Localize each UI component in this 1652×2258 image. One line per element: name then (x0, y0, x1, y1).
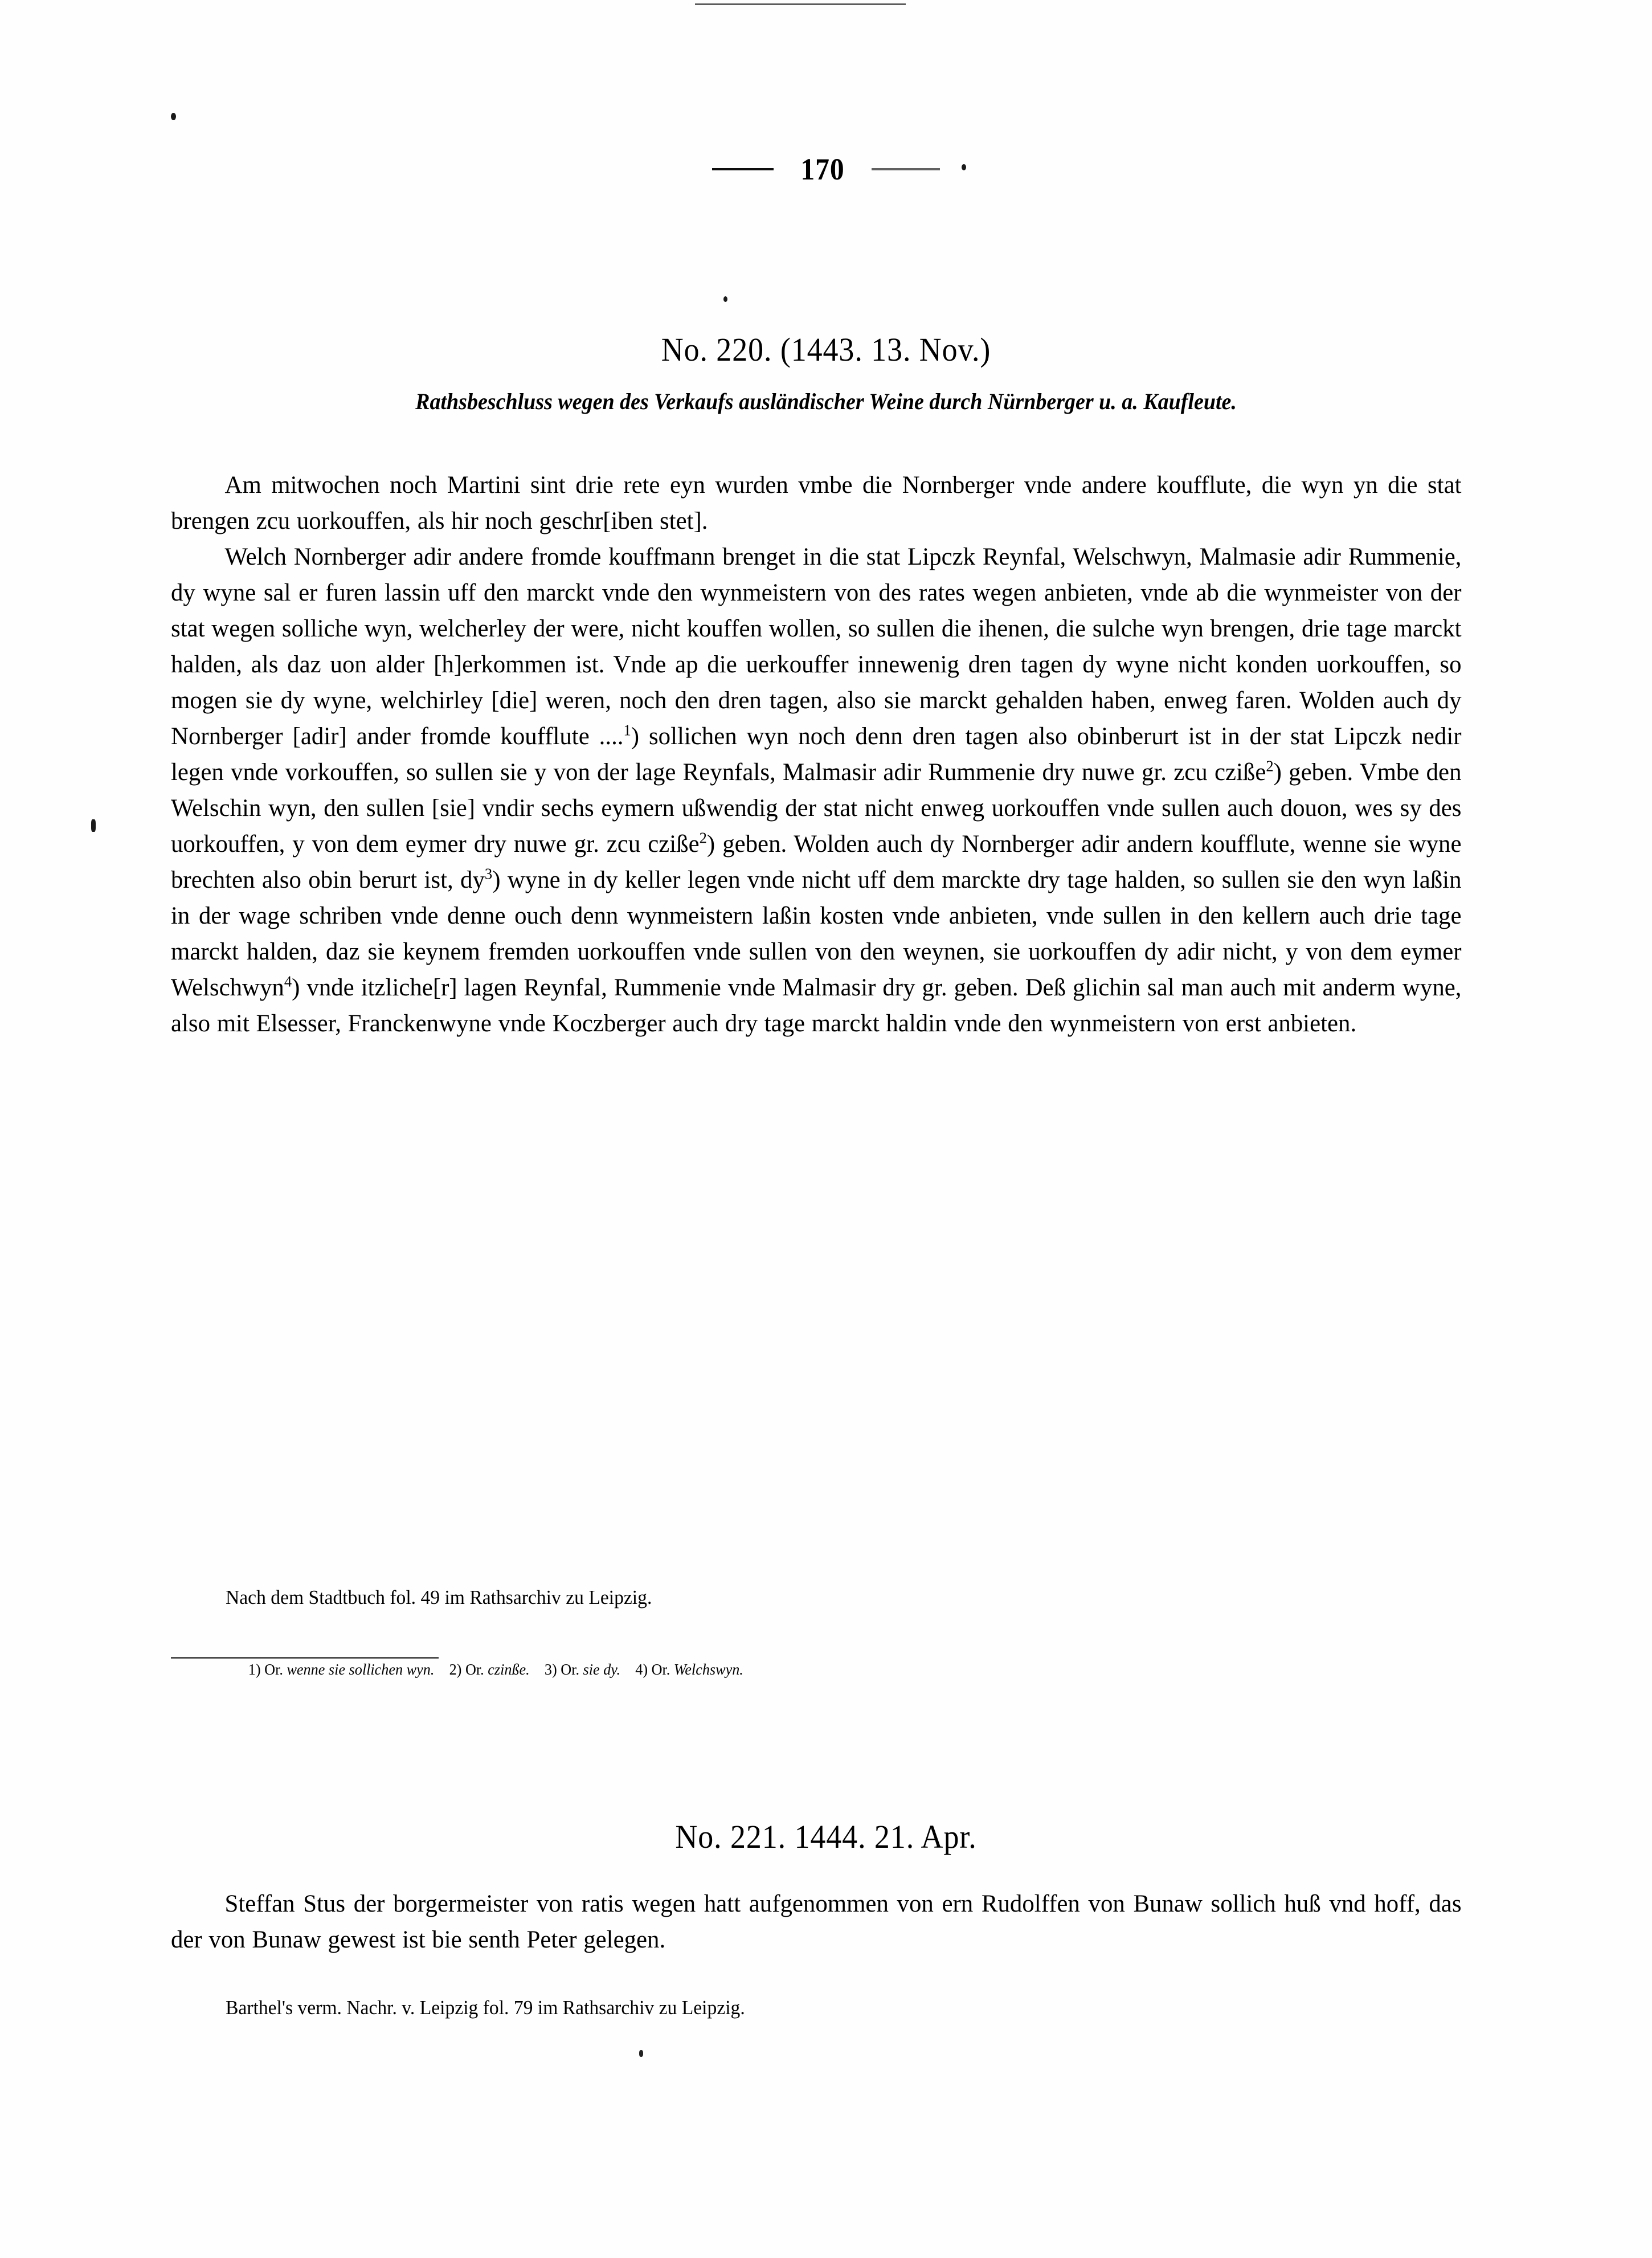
footnote-text: wenne sie sollichen wyn. (287, 1661, 435, 1678)
footnote-text: Welchswyn. (673, 1661, 743, 1678)
document-regest: Rathsbeschluss wegen des Verkaufs ausländischer Weine durch Nürnberger u. a. Kaufleute. (415, 389, 1237, 414)
footnote-marker: 2) (449, 1661, 462, 1678)
source-note: Barthel's verm. Nachr. v. Leipzig fol. 79 im Rathsarchiv zu Leipzig. (226, 1996, 745, 2019)
footnote-marker: 1) (248, 1661, 261, 1678)
scan-artifact-speck-bottom (639, 2050, 643, 2057)
scan-artifact-speck-margin (91, 819, 96, 832)
document-220-body (171, 467, 1481, 1042)
scan-artifact-top-dash (695, 3, 906, 5)
footnote-item (449, 1661, 530, 1678)
page-number: 170 (800, 152, 845, 186)
footnote-list (171, 1659, 1442, 1680)
body-paragraph: Welch Nornberger adir andere fromde kouffmann brenget in die stat Lipczk Reynfal, Welschwyn, Malmasie adir Rummenie, dy wyne sal er furen lassin uff den marckt vnde den wynmeistern von des rates wegen anbieten, vnde ab die wynmeister von der stat wegen solliche wyn, welcherley der were, nicht kouffen wollen, so sullen die ihenen, die sulche wyn brengen, drie tage marckt halden, als daz uon alder [h]erkommen ist. Vnde ap die uerkouffer innewenig dren tagen dy wyne nicht konden uorkouffen, so mogen sie dy wyne, welchirley [die] weren, noch den dren tagen, also sie marckt gehalden haben, enweg faren. Wolden auch dy Nornberger [adir] ander fromde koufflute ....$^1$) sollichen wyn noch denn dren tagen also obinberurt ist in der stat Lipczk nedir legen vnde vorkouffen, so sullen sie y von der lage Reynfals, Malmasir adir Rummenie dry nuwe gr. zcu cziße$^2$) geben. Vmbe den Welschin wyn, den sullen [sie] vndir sechs eymern ußwendig der stat nicht enweg uorkouffen vnde sullen auch douon, wes sy des uorkouffen, y von dem eymer dry nuwe gr. zcu cziße$^2$) geben. Wolden auch dy Nornberger adir andern koufflute, wenne sie wyne brechten also obin berurt ist, $dy^3$) wyne in dy keller legen vnde nicht uff dem marckte dry tage halden, so sullen sie den wyn laßin in der wage schriben vnde denne ouch denn wynmeistern laßin kosten vnde anbieten, vnde sullen in den kellern auch drie tage marckt halden, daz sie keynem fremden uorkouffen vnde sullen von den weynen, sie uorkouffen dy adir nicht, y von dem eymer Welschwyn$^4$) vnde itzliche[r] lagen Reynfal, Rummenie vnde Malmasir dry gr. geben. Deß glichin sal man auch mit anderm wyne, also mit Elsesser, Franckenwyne vnde Koczberger auch dry tage marckt haldin vnde den wynmeistern von erst anbieten. (171, 543, 1462, 1037)
document-221-source (171, 1994, 1481, 2022)
footnote-prefix: Or. (465, 1661, 484, 1678)
scan-artifact-speck-mid (723, 296, 727, 302)
scan-artifact-speck-left (171, 113, 176, 120)
document-number-heading: No. 221. 1444. 21. Apr. (675, 1818, 977, 1855)
head-rule-right (872, 168, 940, 170)
footnote-marker: 4) (635, 1661, 648, 1678)
document-220-footnotes (171, 1657, 1481, 1680)
footnote-text: sie dy. (583, 1661, 621, 1678)
footnote-item (545, 1661, 620, 1678)
document-entry-220 (171, 330, 1481, 415)
footnote-item (635, 1661, 743, 1678)
footnote-text: czinße. (488, 1661, 530, 1678)
document-221-body (171, 1886, 1481, 1958)
source-note: Nach dem Stadtbuch fol. 49 im Rathsarchiv zu Leipzig. (226, 1586, 652, 1608)
footnote-prefix: Or. (651, 1661, 670, 1678)
footnote-item (248, 1661, 435, 1678)
document-entry-221 (171, 1818, 1481, 1856)
body-paragraph: Am mitwochen noch Martini sint drie rete eyn wurden vmbe die Nornberger vnde andere koufflute, die wyn yn die stat brengen zcu uorkouffen, als hir noch geschr[iben stet]. (171, 471, 1462, 534)
head-rule-left (712, 168, 774, 170)
body-paragraph: Steffan Stus der borgermeister von ratis wegen hatt aufgenommen von ern Rudolffen von Bunaw sollich huß vnd hoff, das der von Bunaw gewest ist bie senth Peter gelegen. (171, 1890, 1462, 1953)
footnote-prefix: Or. (264, 1661, 283, 1678)
document-number-heading: No. 220. (1443. 13. Nov.) (661, 331, 991, 368)
footnote-marker: 3) (544, 1661, 557, 1678)
document-220-source (171, 1584, 1481, 1611)
footnote-prefix: Or. (561, 1661, 580, 1678)
running-head (0, 154, 1652, 185)
